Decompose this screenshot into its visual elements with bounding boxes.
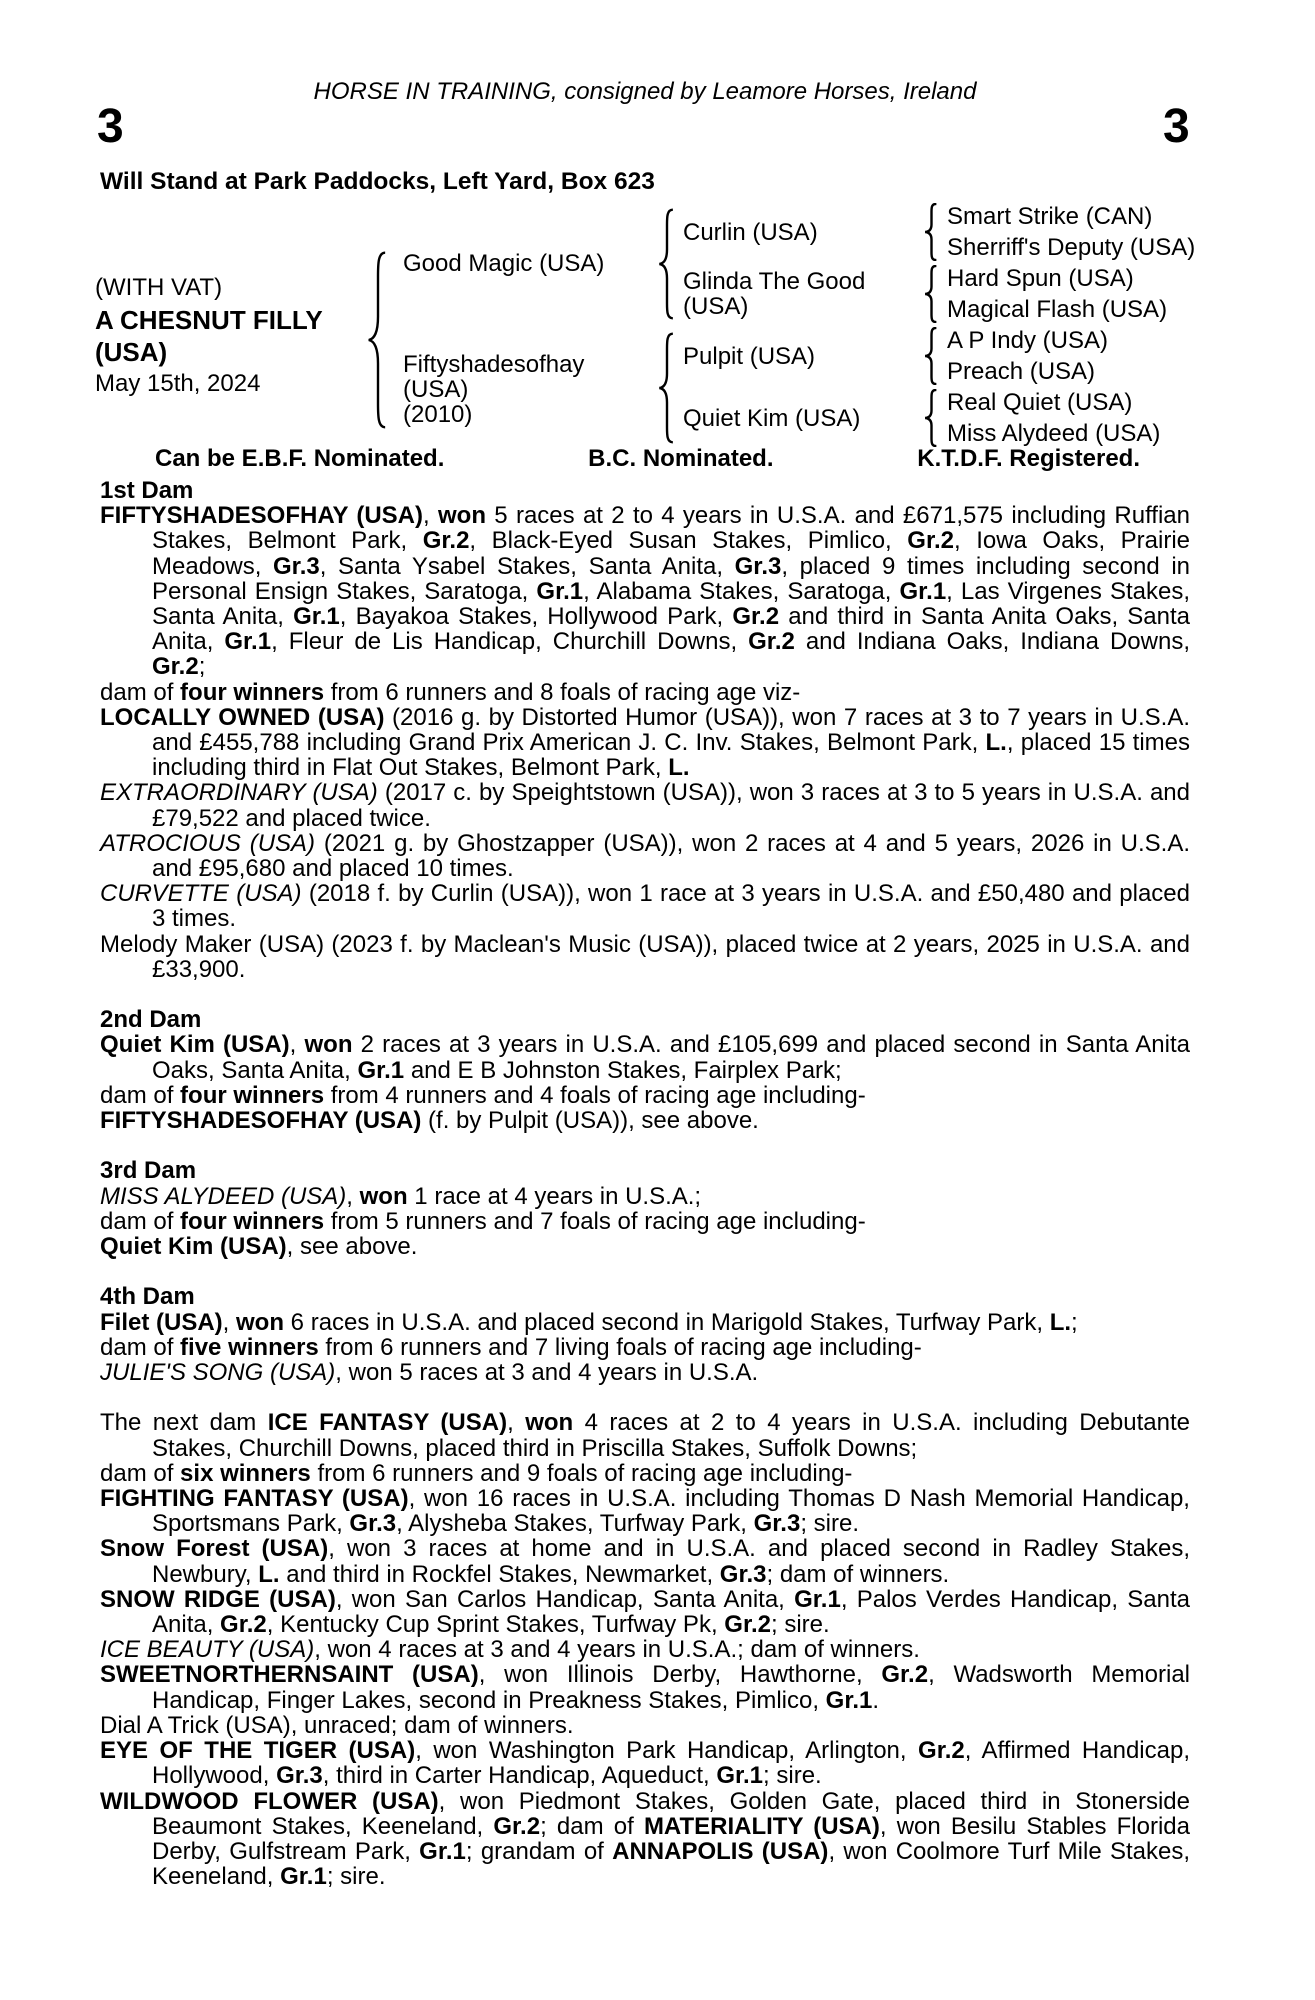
text-run: Gr.1	[825, 1686, 873, 1714]
text-run: L.	[668, 754, 690, 782]
text-run: EXTRAORDINARY (USA)	[100, 779, 378, 807]
nominations-line	[155, 445, 1140, 473]
sire-dam-name: Glinda The Good (USA)	[683, 268, 866, 321]
section-gap	[100, 1385, 1190, 1410]
text-run: Gr.2	[493, 1812, 541, 1840]
catalogue-paragraph	[100, 1789, 1190, 1890]
nomination-item: Can be E.B.F. Nominated.	[155, 445, 445, 472]
text-run: , won Washington Park Handicap, Arlington,	[415, 1737, 919, 1765]
text-run: L.	[1049, 1308, 1072, 1336]
text-run: dam of	[100, 1333, 181, 1361]
dam-sire-name: Pulpit (USA)	[683, 343, 816, 370]
text-run: ; dam of winners.	[766, 1560, 950, 1588]
text-run: CURVETTE (USA)	[100, 880, 302, 908]
text-run: won	[438, 502, 486, 530]
text-run: from 6 runners and 8 foals of racing age viz-	[324, 678, 801, 706]
text-run: Gr.1	[716, 1762, 764, 1790]
text-run: Gr.1	[794, 1585, 841, 1613]
text-run: , placed 9 times including second in Personal Ensign Stakes, Saratoga,	[152, 552, 1190, 605]
great-grandparent-name: Hard Spun (USA)	[947, 265, 1134, 292]
text-run: Gr.2	[907, 527, 954, 555]
vat-note: (WITH VAT)	[95, 274, 223, 301]
consignor-line: HORSE IN TRAINING, consigned by Leamore Horses, Ireland	[313, 78, 977, 105]
text-run: won	[236, 1308, 285, 1336]
text-run: Gr.3	[273, 552, 320, 580]
text-run: Gr.2	[724, 1611, 771, 1639]
lot-number-right: 3	[1163, 100, 1190, 153]
great-grandparent-name: Preach (USA)	[947, 358, 1096, 385]
dam-year: (2010)	[403, 401, 473, 429]
text-run: , Las Virgenes Stakes, Santa Anita,	[152, 577, 1190, 631]
text-run: , Palos Verdes Handicap, Santa Anita,	[152, 1585, 1190, 1639]
brace-icon	[658, 208, 676, 320]
text-run: FIGHTING FANTASY (USA)	[100, 1485, 409, 1513]
text-run: 5 races at 2 to 4 years in U.S.A. and £671,575 including Ruffian Stakes, Belmont Park,	[152, 502, 1190, 555]
catalogue-paragraph	[100, 1209, 1190, 1234]
text-run: four winners	[180, 678, 325, 706]
foaling-date: May 15th, 2024	[95, 370, 261, 397]
text-run: MATERIALITY (USA)	[643, 1812, 880, 1840]
nomination-item: B.C. Nominated.	[588, 445, 774, 472]
text-run: , Iowa Oaks, Prairie Meadows,	[152, 527, 1190, 580]
catalogue-paragraph	[100, 1234, 1190, 1259]
text-run: 6 races in U.S.A. and placed second in Marigold Stakes, Turfway Park,	[284, 1308, 1050, 1336]
text-run: Gr.1	[899, 577, 947, 605]
dam-section-heading: 4th Dam	[100, 1283, 195, 1311]
text-run: Gr.2	[422, 527, 470, 555]
brace-icon	[924, 389, 939, 447]
text-run: , third in Carter Handicap, Aqueduct,	[322, 1762, 717, 1790]
text-run: , placed 15 times including third in Flat Out Stakes, Belmont Park,	[152, 729, 1190, 782]
text-run: Gr.2	[220, 1611, 267, 1639]
text-run: 2 races at 3 years in U.S.A. and £105,699 and placed second in Santa Anita Oaks, Santa Anita,	[152, 1031, 1191, 1084]
catalogue-paragraph	[100, 1536, 1190, 1586]
catalogue-paragraph	[100, 1032, 1190, 1082]
text-run: EYE OF THE TIGER (USA)	[100, 1737, 416, 1765]
text-run: , won 4 races at 3 and 4 years in U.S.A.; dam of winners.	[314, 1636, 920, 1664]
text-run: , won Besilu Stables Florida Derby, Gulfstream Park,	[152, 1812, 1190, 1865]
catalogue-paragraph	[100, 881, 1190, 931]
text-run: Gr.2	[152, 653, 199, 681]
text-run: SWEETNORTHERNSAINT (USA)	[100, 1661, 479, 1689]
text-run: , won Coolmore Turf Mile Stakes, Keeneland,	[152, 1837, 1190, 1891]
great-grandparent-name: Magical Flash (USA)	[947, 296, 1168, 323]
catalogue-paragraph	[100, 1410, 1190, 1460]
catalogue-paragraph	[100, 1335, 1190, 1360]
catalogue-paragraph	[100, 705, 1190, 781]
text-run: , Santa Ysabel Stakes, Santa Anita,	[319, 552, 735, 580]
section-gap	[100, 982, 1190, 1007]
text-run: ICE BEAUTY (USA)	[100, 1636, 315, 1664]
text-run: , Bayakoa Stakes, Hollywood Park,	[339, 603, 733, 631]
text-run: and E B Johnston Stakes, Fairplex Park;	[404, 1056, 842, 1084]
text-run: Gr.2	[732, 603, 780, 631]
text-run: Gr.2	[748, 628, 795, 656]
text-run: Dial A Trick (USA), unraced; dam of winners.	[100, 1711, 574, 1739]
text-run: , won San Carlos Handicap, Santa Anita,	[335, 1585, 795, 1613]
text-run: four winners	[180, 1207, 325, 1235]
text-run: , won Illinois Derby, Hawthorne,	[478, 1661, 882, 1689]
text-run: ; sire.	[770, 1611, 830, 1639]
catalogue-paragraph	[100, 1083, 1190, 1108]
text-run: from 6 runners and 9 foals of racing age including-	[310, 1459, 853, 1487]
dam-section-heading: 2nd Dam	[100, 1006, 202, 1034]
text-run: FIFTYSHADESOFHAY (USA)	[100, 502, 424, 530]
text-run: ,	[507, 1409, 526, 1437]
text-run: (f. by Pulpit (USA)), see above.	[421, 1107, 759, 1135]
text-run: won	[304, 1031, 353, 1059]
catalogue-paragraph	[100, 1184, 1190, 1209]
text-run: six winners	[180, 1459, 311, 1487]
text-run: dam of	[100, 1459, 181, 1487]
text-run: ; sire.	[800, 1510, 859, 1538]
text-run: Gr.3	[719, 1560, 767, 1588]
text-run: (2017 c. by Speightstown (USA)), won 3 races at 3 to 5 years in U.S.A. and £79,522 and placed twice.	[152, 779, 1190, 832]
text-run: , Affirmed Handicap, Hollywood,	[152, 1737, 1190, 1790]
catalogue-paragraph	[100, 1662, 1190, 1712]
dam-section-heading: 1st Dam	[100, 477, 194, 504]
text-run: ATROCIOUS (USA)	[100, 829, 316, 857]
lot-number-left: 3	[97, 100, 124, 153]
text-run: , Kentucky Cup Sprint Stakes, Turfway Pk,	[266, 1611, 725, 1639]
text-run: , won 5 races at 3 and 4 years in U.S.A.	[335, 1359, 759, 1387]
text-run: Gr.1	[280, 1863, 327, 1891]
text-run: L.	[985, 729, 1007, 757]
dam-dam-name: Quiet Kim (USA)	[683, 405, 861, 432]
brace-icon	[924, 203, 939, 261]
great-grandparent-name: Sherriff's Deputy (USA)	[947, 234, 1196, 261]
text-run: five winners	[180, 1333, 319, 1361]
text-run: WILDWOOD FLOWER (USA)	[100, 1787, 439, 1815]
text-run: SNOW RIDGE (USA)	[100, 1585, 336, 1613]
text-run: ,	[346, 1182, 360, 1210]
text-run: (2018 f. by Curlin (USA)), won 1 race at 3 years in U.S.A. and £50,480 and placed 3 times.	[152, 880, 1191, 933]
text-run: Gr.1	[536, 577, 584, 605]
dam-name-line: Fiftyshadesofhay	[403, 351, 585, 378]
text-run: , won 3 races at home and in U.S.A. and placed second in Radley Stakes, Newbury,	[152, 1535, 1190, 1588]
text-run: Gr.1	[293, 603, 340, 631]
dam-name	[403, 352, 584, 428]
text-run: (2016 g. by Distorted Humor (USA)), won 7 races at 3 to 7 years in U.S.A. and £455,788 including Grand Prix American J. C. Inv. Stakes, Belmont Park,	[152, 703, 1190, 757]
horse-details	[95, 272, 395, 400]
text-run: and third in Santa Anita Oaks, Santa Anita,	[152, 603, 1190, 656]
dam-section-heading: 3rd Dam	[100, 1157, 197, 1185]
text-run: , Fleur de Lis Handicap, Churchill Downs,	[271, 628, 749, 656]
text-run: ; sire.	[326, 1863, 386, 1891]
catalogue-paragraph	[100, 831, 1190, 881]
text-run: Quiet Kim (USA)	[100, 1233, 287, 1261]
text-run: Gr.2	[918, 1737, 965, 1765]
text-run: , won Piedmont Stakes, Golden Gate, placed third in Stonerside Beaumont Stakes, Keeneland,	[152, 1787, 1190, 1840]
text-run: and Indiana Oaks, Indiana Downs,	[794, 628, 1190, 656]
text-run: dam of	[100, 1081, 181, 1109]
text-run: Gr.1	[419, 1837, 466, 1865]
text-run: Gr.1	[224, 628, 272, 656]
catalogue-paragraph	[100, 1713, 1190, 1738]
text-run: , Alysheba Stakes, Turfway Park,	[396, 1510, 754, 1538]
text-run: 4 races at 2 to 4 years in U.S.A. including Debutante Stakes, Churchill Downs, placed third in Priscilla Stakes, Suffolk Downs;	[152, 1409, 1190, 1462]
brace-icon	[658, 332, 676, 444]
text-run: from 6 runners and 7 living foals of racing age including-	[318, 1333, 922, 1361]
dam-suffix: (USA)	[403, 376, 469, 404]
text-run: dam of	[100, 1207, 181, 1235]
text-run: MISS ALYDEED (USA)	[100, 1182, 347, 1210]
catalogue-paragraph	[100, 932, 1190, 982]
catalogue-paragraph	[100, 1310, 1190, 1335]
brace-icon	[367, 250, 389, 430]
text-run: and third in Rockfel Stakes, Newmarket,	[279, 1560, 720, 1588]
catalogue-body	[100, 478, 1190, 1889]
text-run: ; dam of	[540, 1812, 644, 1840]
catalogue-paragraph	[100, 1637, 1190, 1662]
text-run: .	[872, 1686, 880, 1714]
catalogue-paragraph	[100, 680, 1190, 705]
text-run: won	[359, 1182, 408, 1210]
text-run: ; grandam of	[465, 1837, 613, 1865]
text-run: Quiet Kim (USA)	[100, 1031, 290, 1059]
section-gap	[100, 1259, 1190, 1284]
brace-icon	[924, 327, 939, 385]
text-run: ;	[1071, 1308, 1078, 1336]
catalogue-paragraph	[100, 1738, 1190, 1788]
text-run: Melody Maker (USA) (2023 f. by Maclean's Music (USA)), placed twice at 2 years, 2025 in U.S.A. and £33,900.	[100, 930, 1190, 983]
text-run: ICE FANTASY (USA)	[267, 1409, 508, 1437]
text-run: 1 race at 4 years in U.S.A.;	[407, 1182, 702, 1210]
text-run: four winners	[180, 1081, 325, 1109]
text-run: , won 16 races in U.S.A. including Thomas D Nash Memorial Handicap, Sportsmans Park,	[152, 1485, 1190, 1538]
text-run: , Wadsworth Memorial Handicap, Finger Lakes, second in Preakness Stakes, Pimlico,	[152, 1661, 1190, 1714]
stand-location-line: Will Stand at Park Paddocks, Left Yard, Box 623	[100, 168, 655, 195]
brace-icon	[924, 265, 939, 323]
section-gap	[100, 1133, 1190, 1158]
text-run: (2021 g. by Ghostzapper (USA)), won 2 races at 4 and 5 years, 2026 in U.S.A. and £95,680 and placed 10 times.	[152, 829, 1190, 883]
catalogue-paragraph	[100, 503, 1190, 679]
text-run: dam of	[100, 678, 181, 706]
nomination-item: K.T.D.F. Registered.	[917, 445, 1140, 472]
text-run: Gr.1	[357, 1056, 405, 1084]
text-run: ,	[222, 1308, 237, 1336]
text-run: LOCALLY OWNED (USA)	[100, 703, 385, 731]
text-run: FIFTYSHADESOFHAY (USA)	[100, 1107, 422, 1135]
catalogue-paragraph	[100, 1108, 1190, 1133]
text-run: Gr.3	[753, 1510, 801, 1538]
text-run: , Black-Eyed Susan Stakes, Pimlico,	[469, 527, 908, 555]
great-grandparent-name: Miss Alydeed (USA)	[947, 420, 1161, 447]
text-run: from 5 runners and 7 foals of racing age including-	[324, 1207, 866, 1235]
text-run: ; sire.	[763, 1762, 822, 1790]
text-run: , Alabama Stakes, Saratoga,	[583, 577, 900, 605]
catalogue-paragraph	[100, 1461, 1190, 1486]
great-grandparents	[947, 201, 1195, 449]
text-run: JULIE'S SONG (USA)	[100, 1359, 336, 1387]
catalogue-paragraph	[100, 1360, 1190, 1385]
text-run: ,	[289, 1031, 305, 1059]
text-run: L.	[258, 1560, 280, 1588]
text-run: Gr.3	[276, 1762, 323, 1790]
text-run: Filet (USA)	[100, 1308, 223, 1336]
horse-suffix: (USA)	[95, 337, 168, 367]
sire-name: Good Magic (USA)	[403, 250, 605, 277]
text-run: won	[525, 1409, 574, 1437]
great-grandparent-name: A P Indy (USA)	[947, 327, 1108, 354]
text-run: Snow Forest (USA)	[100, 1535, 329, 1563]
text-run: Gr.3	[349, 1510, 397, 1538]
catalogue-paragraph	[100, 1486, 1190, 1536]
catalogue-paragraph	[100, 780, 1190, 830]
text-run: Gr.3	[734, 552, 782, 580]
great-grandparent-name: Smart Strike (CAN)	[947, 203, 1153, 230]
text-run: ;	[198, 653, 206, 681]
text-run: Gr.2	[881, 1661, 929, 1689]
text-run: ANNAPOLIS (USA)	[612, 1837, 829, 1865]
catalogue-paragraph	[100, 1587, 1190, 1637]
sire-sire-name: Curlin (USA)	[683, 219, 818, 246]
text-run: ,	[423, 502, 438, 530]
great-grandparent-name: Real Quiet (USA)	[947, 389, 1133, 416]
text-run: , see above.	[286, 1233, 418, 1261]
text-run: The next dam	[100, 1409, 268, 1437]
horse-description: A CHESNUT FILLY	[95, 305, 323, 335]
text-run: from 4 runners and 4 foals of racing age including-	[324, 1081, 866, 1109]
